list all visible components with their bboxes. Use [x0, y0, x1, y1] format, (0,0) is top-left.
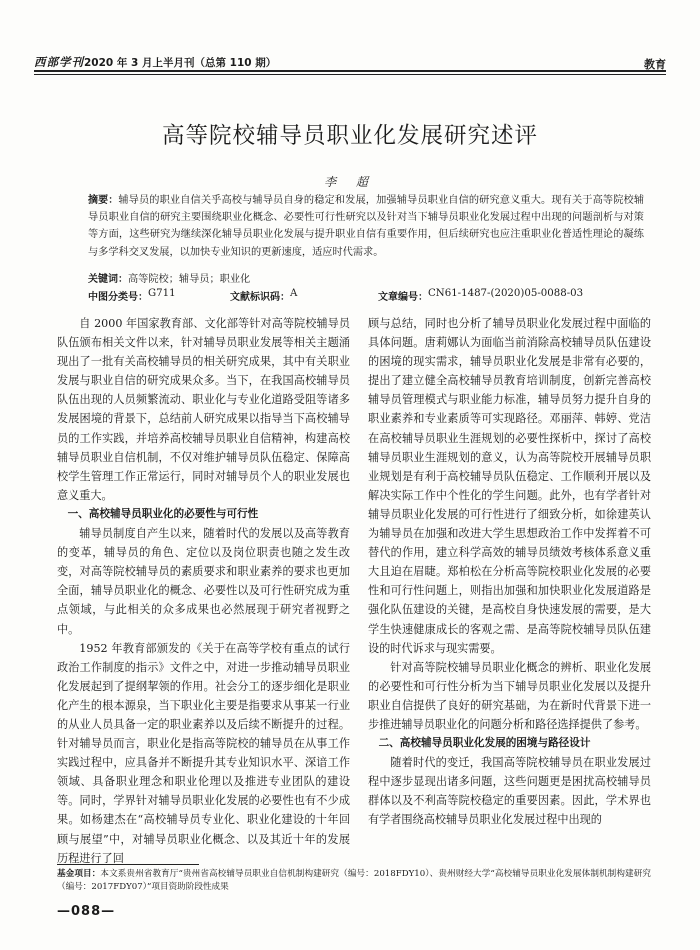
- body-column-left: [57, 314, 350, 868]
- article-author: 李 超: [324, 175, 376, 189]
- article-no-field: [378, 288, 584, 303]
- footnote-rule: [57, 864, 199, 865]
- footnote: [57, 868, 651, 894]
- header-rule-thin: [34, 74, 666, 75]
- clc-label: 中图分类号：: [88, 292, 148, 303]
- article-no-value: CN61-1487-(2020)05-0088-03: [428, 288, 584, 299]
- article-no-label: 文章编号：: [378, 292, 428, 303]
- section-name: 教育: [644, 58, 666, 71]
- footnote-text: 本文系贵州省教育厅“贵州省高校辅导员职业自信机制构建研究（编号：2018FDY10）、贵州财经大学“高校辅导员职业化发展体制机制构建研究（编号：2017FDY07）”项目资助阶段性成果: [57, 869, 651, 892]
- footnote-label: 基金项目：: [57, 869, 101, 879]
- article-title: 高等院校辅导员职业化发展研究述评: [161, 123, 538, 149]
- issue-info: 2020 年 3 月上半月刊（总第 110 期）: [84, 57, 277, 69]
- keywords-text: 高等院校；辅导员；职业化: [128, 274, 251, 285]
- doc-code-field: [230, 288, 298, 303]
- body-column-right: [368, 314, 651, 830]
- body-paragraph: 自 2000 年国家教育部、文化部等针对高等院校辅导员队伍颁布相关文件以来，针对辅导员职业发展等相关主题涌现出了一批有关高校辅导员的相关研究成果，其中有关职业发展与职业自信的研究成果众多。当下，在我国高校辅导员队伍出现的人员频繁流动、职业化与专业化道路受阻等诸多发展困境的背景下，总结前人研究成果以指导当下高校辅导员的工作实践，并培养高校辅导员职业自信精神，构建高校辅导员职业自信机制，不仅对维护辅导员队伍稳定、保障高校学生管理工作正常运行，同时对辅导员个人的职业发展也意义重大。: [57, 317, 350, 502]
- page-number: —088—: [57, 904, 116, 919]
- section-heading: 二、高校辅导员职业化发展的困境与路径设计: [378, 737, 591, 750]
- doc-code-value: A: [290, 288, 298, 299]
- body-paragraph: 辅导员制度自产生以来，随着时代的发展以及高等教育的变革，辅导员的角色、定位以及岗位职责也随之发生改变，对高等院校辅导员的素质要求和职业素养的要求也更加全面，辅导员职业化的概念、必要性以及可行性研究成为重点领域，与此相关的众多成果也必然展现于研究者视野之中。: [57, 527, 350, 636]
- classification-line: [88, 288, 644, 304]
- body-paragraph: 针对高等院校辅导员职业化概念的辨析、职业化发展的必要性和可行性分析为当下辅导员职业化发展以及提升职业自信提供了良好的研究基础，为在新时代背景下进一步推进辅导员职业化的问题分析和路径选择提供了参考。: [368, 660, 651, 731]
- abstract-label: 摘要：: [88, 195, 119, 206]
- section-heading: 一、高校辅导员职业化的必要性与可行性: [67, 507, 259, 520]
- body-paragraph: 顾与总结，同时也分析了辅导员职业化发展过程中面临的具体问题。唐莉娜认为面临当前消除高校辅导员队伍建设的困境的现实需求，辅导员职业化发展是非常有必要的，提出了建立健全高校辅导员教育培训制度，创新完善高校辅导员管理模式与职业能力标准，辅导员努力提升自身的职业素养和专业素质等可实现路径。邓丽萍、韩婷、党洁在高校辅导员职业生涯规划的必要性探析中，探讨了高校辅导员职业生涯规划的意义，认为高等院校开展辅导员职业规划是有利于高校辅导员队伍稳定、工作顺利开展以及解决实际工作中个性化的学生问题。此外，也有学者针对辅导员职业化发展的可行性进行了细致分析，如徐建英认为辅导员在加强和改进大学生思想政治工作中发挥着不可替代的作用，建立科学高效的辅导员绩效考核体系意义重大且迫在眉睫。郑柏松在分析高等院校职业化发展的必要性和可行性问题上，则指出加强和加快职业化发展道路是强化队伍建设的关键，是高校自身快速发展的需要，是大学生快速健康成长的客观之需、是高等院校辅导员队伍建设的时代诉求与现实需要。: [368, 317, 651, 655]
- journal-name: 西部学刊: [34, 55, 84, 69]
- clc-field: [88, 288, 176, 303]
- header-rule-thick: [34, 70, 666, 72]
- doc-code-label: 文献标识码：: [230, 292, 290, 303]
- keywords-label: 关键词：: [88, 274, 128, 285]
- keywords: [88, 270, 250, 285]
- clc-value: G711: [148, 288, 176, 299]
- abstract-text: 辅导员的职业自信关乎高校与辅导员自身的稳定和发展，加强辅导员职业自信的研究意义重大。现有关于高等院校辅导员职业自信的研究主要围绕职业化概念、必要性可行性研究以及针对当下辅导员职业化发展过程中出现的问题剖析与对策等方面，这些研究为继续深化辅导员职业化发展与提升职业自信有重要作用，但后续研究也应注重职业化普适性理论的凝练与多学科交叉发展，以加快专业知识的更新速度，适应时代需求。: [88, 195, 645, 258]
- body-paragraph: 随着时代的变迁，我国高等院校辅导员在职业发展过程中逐步显现出诸多问题，这些问题更是困扰高校辅导员群体以及不利高等院校稳定的重要因素。因此，学术界也有学者围绕高校辅导员职业化发展过程中出现的: [368, 756, 651, 827]
- abstract: [88, 192, 644, 261]
- body-paragraph: 1952 年教育部颁发的《关于在高等学校有重点的试行政治工作制度的指示》文件之中，对进一步推动辅导员职业化发展起到了提纲挈领的作用。社会分工的逐步细化是职业化产生的根本源泉，当下职业化主要是指要求从事某一行业的从业人员具备一定的职业素养以及后续不断提升的过程。针对辅导员而言，职业化是指高等院校的辅导员在从事工作实践过程中，应具备并不断提升其专业知识水平、深谙工作领域、具备职业理念和职业伦理以及推进专业团队的建设等。同时，学界针对辅导员职业化发展的必要性也有不少成果。如杨建杰在“高校辅导员专业化、职业化建设的十年回顾与展望”中，对辅导员职业化概念、以及其近十年的发展历程进行了回: [57, 641, 350, 865]
- running-header-left: [34, 54, 276, 70]
